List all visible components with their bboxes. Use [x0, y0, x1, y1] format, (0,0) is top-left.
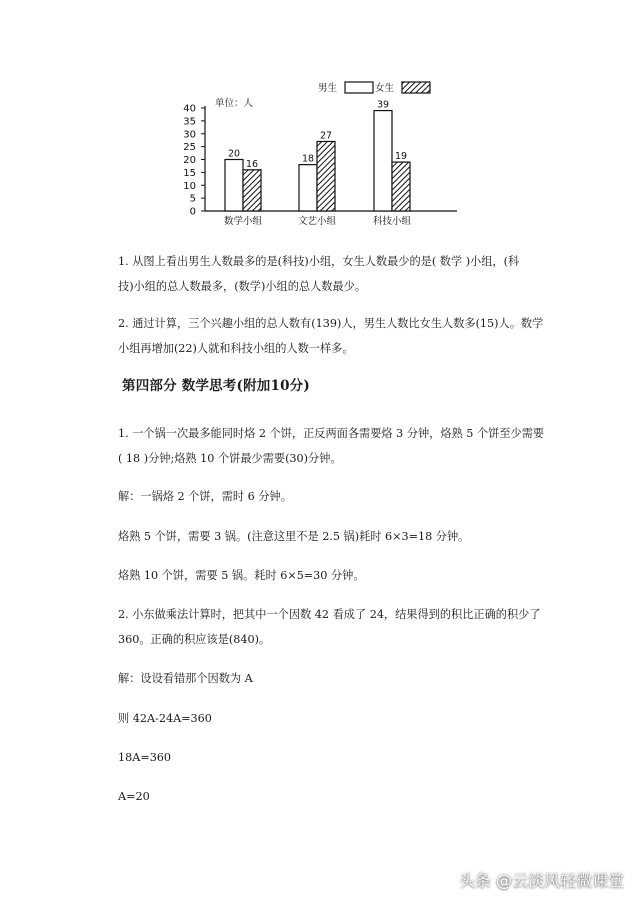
y-tick-label: 10 — [183, 180, 196, 192]
problem-2-line-2: 360。正确的积应该是(840)。 — [118, 633, 271, 646]
solution-1-line-2: 烙熟 5 个饼，需要 3 锅。(注意这里不是 2.5 锅)耗时 6×3=18 分钟。 — [118, 530, 470, 543]
solution-1-line-3: 烙熟 10 个饼，需要 5 锅。耗时 6×5=30 分钟。 — [118, 569, 365, 582]
unit-label: 单位：人 — [215, 98, 254, 109]
chart-svg — [170, 72, 470, 232]
legend-swatch — [402, 82, 430, 93]
equation-1: 则 42A-24A=360 — [118, 712, 212, 725]
bar-value-label: 16 — [245, 158, 259, 170]
legend-label: 女生 — [375, 83, 395, 94]
y-tick-label: 30 — [183, 129, 196, 141]
bar-value-label: 20 — [227, 148, 241, 160]
equation-2: 18A=360 — [118, 751, 172, 764]
section-title: 第四部分 数学思考(附加10分) — [122, 378, 310, 394]
question-1-line-2: 技)小组的总人数最多，(数学)小组的总人数最少。 — [118, 280, 367, 293]
y-tick-label: 35 — [183, 116, 196, 128]
y-tick-label: 5 — [189, 193, 196, 205]
legend-label: 男生 — [318, 83, 338, 94]
category-label: 科技小组 — [372, 216, 412, 227]
bar — [243, 170, 261, 211]
bar — [317, 141, 335, 211]
equation-3: A=20 — [118, 790, 150, 803]
problem-2-line-1: 2. 小东做乘法计算时，把其中一个因数 42 看成了 24，结果得到的积比正确的积少了 — [118, 608, 541, 621]
question-2-line-1: 2. 通过计算，三个兴趣小组的总人数有(139)人，男生人数比女生人数多(15)人。数学 — [118, 317, 544, 330]
watermark: 头条 @云淡风轻微课堂 — [458, 871, 624, 890]
bar-chart — [170, 72, 470, 232]
legend-swatch — [345, 82, 373, 93]
y-tick-label: 0 — [189, 206, 196, 218]
bar — [299, 165, 317, 211]
bar — [392, 162, 410, 211]
category-label: 数学小组 — [223, 216, 263, 227]
question-2-line-2: 小组再增加(22)人就和科技小组的人数一样多。 — [118, 342, 354, 355]
y-tick-label: 15 — [183, 167, 196, 179]
y-tick-label: 20 — [183, 155, 196, 166]
y-tick-label: 40 — [183, 103, 196, 115]
problem-1-line-2: ( 18 )分钟;烙熟 10 个饼最少需要(30)分钟。 — [118, 452, 342, 465]
category-label: 文艺小组 — [297, 216, 337, 227]
bar — [225, 160, 243, 212]
bar-value-label: 39 — [376, 99, 390, 111]
solution-2-line-1: 解：设设看错那个因数为 A — [118, 672, 253, 685]
solution-1-line-1: 解：一锅烙 2 个饼，需时 6 分钟。 — [118, 490, 292, 503]
problem-1-line-1: 1. 一个锅一次最多能同时烙 2 个饼，正反两面各需要烙 3 分钟，烙熟 5 个饼至少需要 — [118, 427, 545, 440]
y-tick-label: 25 — [183, 142, 196, 154]
chart-canvas — [170, 72, 470, 232]
bar-value-label: 18 — [301, 153, 315, 165]
bar — [374, 111, 392, 211]
question-1-line-1: 1. 从图上看出男生人数最多的是(科技)小组，女生人数最少的是( 数学 )小组，(科 — [118, 255, 520, 268]
bar-value-label: 27 — [319, 130, 333, 142]
bar-value-label: 19 — [394, 151, 408, 163]
